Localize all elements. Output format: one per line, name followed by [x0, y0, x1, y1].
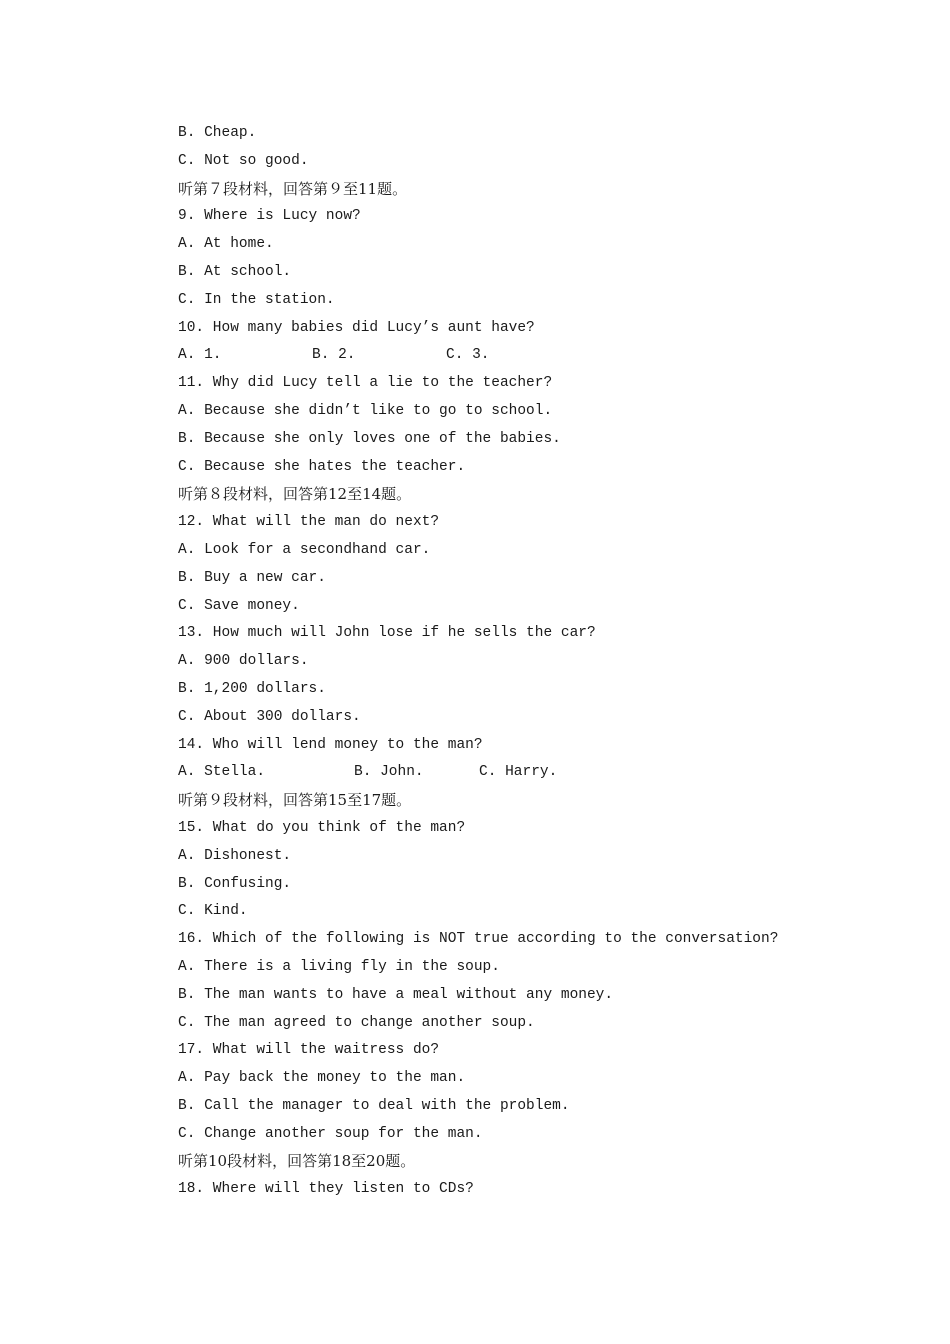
option-q13-b: B. 1,200 dollars. — [178, 680, 326, 697]
question-16: 16. Which of the following is NOT true according to the conversation? — [178, 931, 779, 948]
options-q10 — [178, 342, 858, 370]
option-q17-c: C. Change another soup for the man. — [178, 1125, 483, 1142]
question-10: 10. How many babies did Lucy’s aunt have? — [178, 319, 535, 336]
option-q9-a: A. At home. — [178, 236, 274, 253]
option-q8-b: B. Cheap. — [178, 125, 257, 141]
option-q11-b: B. Because she only loves one of the babies. — [178, 430, 561, 447]
section-heading-9: 听第９段材料，回答第15至17题。 — [178, 791, 412, 810]
option-q16-c: C. The man agreed to change another soup. — [178, 1014, 535, 1031]
options-q14 — [178, 759, 858, 787]
option-q10-b: B. 2. — [312, 347, 356, 364]
question-15: 15. What do you think of the man? — [178, 819, 466, 836]
option-q12-c: C. Save money. — [178, 597, 300, 614]
question-list — [178, 120, 858, 1204]
option-q13-c: C. About 300 dollars. — [178, 708, 361, 725]
option-q12-b: B. Buy a new car. — [178, 569, 326, 586]
section-heading-10: 听第10段材料，回答第18至20题。 — [178, 1152, 416, 1171]
section-heading-8: 听第８段材料，回答第12至14题。 — [178, 485, 412, 504]
option-q14-b: B. John. — [354, 764, 424, 781]
option-q14-a: A. Stella. — [178, 764, 266, 781]
question-17: 17. What will the waitress do? — [178, 1042, 440, 1059]
option-q9-c: C. In the station. — [178, 291, 335, 308]
option-q15-b: B. Confusing. — [178, 875, 292, 892]
question-18: 18. Where will they listen to CDs? — [178, 1181, 474, 1198]
option-q17-b: B. Call the manager to deal with the problem. — [178, 1097, 570, 1114]
option-q11-a: A. Because she didn’t like to go to school. — [178, 402, 553, 419]
question-11: 11. Why did Lucy tell a lie to the teacher? — [178, 375, 553, 392]
option-q11-c: C. Because she hates the teacher. — [178, 458, 466, 475]
option-q16-a: A. There is a living fly in the soup. — [178, 958, 500, 975]
section-heading-7: 听第７段材料，回答第９至11题。 — [178, 179, 408, 198]
option-q14-c: C. Harry. — [479, 764, 558, 781]
option-q9-b: B. At school. — [178, 263, 292, 280]
option-q17-a: A. Pay back the money to the man. — [178, 1070, 466, 1087]
option-q10-c: C. 3. — [446, 347, 490, 364]
question-14: 14. Who will lend money to the man? — [178, 736, 483, 753]
question-12: 12. What will the man do next? — [178, 514, 440, 531]
option-q8-c: C. Not so good. — [178, 152, 309, 169]
option-q16-b: B. The man wants to have a meal without any money. — [178, 986, 614, 1003]
question-9: 9. Where is Lucy now? — [178, 208, 361, 225]
option-q15-a: A. Dishonest. — [178, 847, 292, 864]
option-q12-a: A. Look for a secondhand car. — [178, 541, 431, 558]
option-q15-c: C. Kind. — [178, 903, 248, 920]
option-q13-a: A. 900 dollars. — [178, 653, 309, 670]
option-q10-a: A. 1. — [178, 347, 222, 364]
question-13: 13. How much will John lose if he sells the car? — [178, 625, 596, 642]
